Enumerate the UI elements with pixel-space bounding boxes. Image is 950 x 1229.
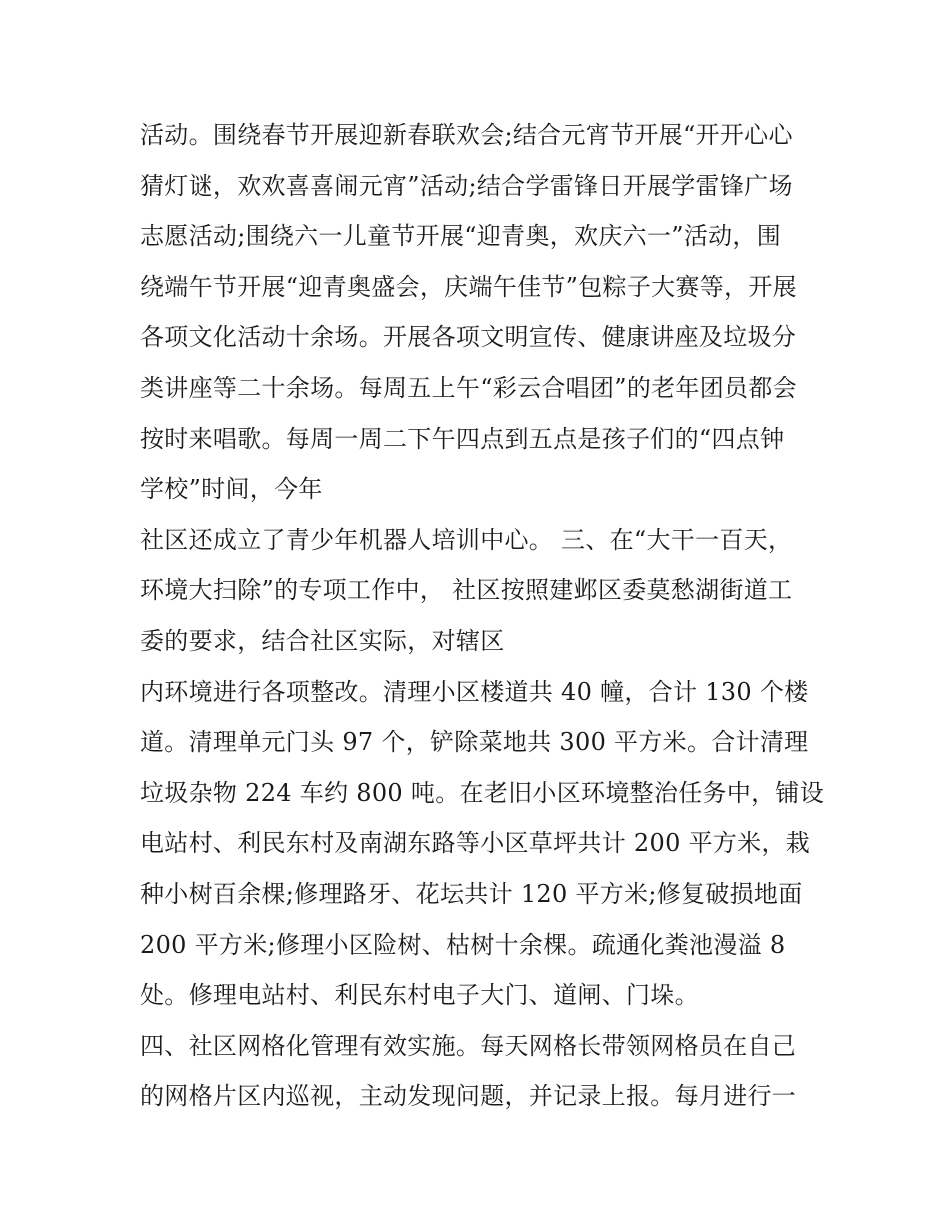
text-line: 活动。围绕春节开展迎新春联欢会;结合元宵节开展“开开心心 bbox=[140, 121, 793, 149]
text-line: 的网格片区内巡视，主动发现问题，并记录上报。每月进行一 bbox=[140, 1082, 797, 1111]
text-line: 道。清理单元门头 97 个，铲除菜地共 300 平方米。合计清理 bbox=[140, 728, 809, 757]
text-line: 内环境进行各项整改。清理小区楼道共 40 幢，合计 130 个楼 bbox=[140, 677, 809, 706]
text-line: 各项文化活动十余场。开展各项文明宣传、健康讲座及垃圾分 bbox=[140, 323, 797, 352]
text-line: 按时来唱歌。每周一周二下午四点到五点是孩子们的“四点钟 bbox=[140, 424, 785, 453]
text-line: 猜灯谜，欢欢喜喜闹元宵”活动;结合学雷锋日开展学雷锋广场 bbox=[140, 171, 793, 200]
text-line: 志愿活动;围绕六一儿童节开展“迎青奥，欢庆六一”活动，围 bbox=[140, 222, 782, 251]
text-line: 环境大扫除”的专项工作中， 社区按照建邺区委莫愁湖街道工 bbox=[140, 576, 793, 605]
text-line: 类讲座等二十余场。每周五上午“彩云合唱团”的老年团员都会 bbox=[140, 373, 797, 402]
text-line: 处。修理电站村、利民东村电子大门、道闸、门垛。 bbox=[140, 981, 699, 1010]
text-line: 200 平方米;修理小区险树、枯树十余棵。疏通化粪池漫溢 8 bbox=[140, 930, 786, 959]
text-line: 电站村、利民东村及南湖东路等小区草坪共计 200 平方米，栽 bbox=[140, 829, 811, 858]
text-line: 种小树百余棵;修理路牙、花坛共计 120 平方米;修复破损地面 bbox=[140, 879, 803, 908]
text-line: 垃圾杂物 224 车约 800 吨。在老旧小区环境整治任务中，铺设 bbox=[140, 778, 825, 807]
text-line: 绕端午节开展“迎青奥盛会，庆端午佳节”包粽子大赛等，开展 bbox=[140, 272, 797, 301]
text-line: 四、社区网格化管理有效实施。每天网格长带领网格员在自己 bbox=[140, 1031, 797, 1060]
text-line: 委的要求，结合社区实际，对辖区 bbox=[140, 626, 505, 655]
text-line: 学校”时间，今年 bbox=[140, 475, 323, 504]
body-text bbox=[140, 110, 825, 1122]
text-line: 社区还成立了青少年机器人培训中心。 三、在“大干一百天， bbox=[140, 525, 793, 554]
